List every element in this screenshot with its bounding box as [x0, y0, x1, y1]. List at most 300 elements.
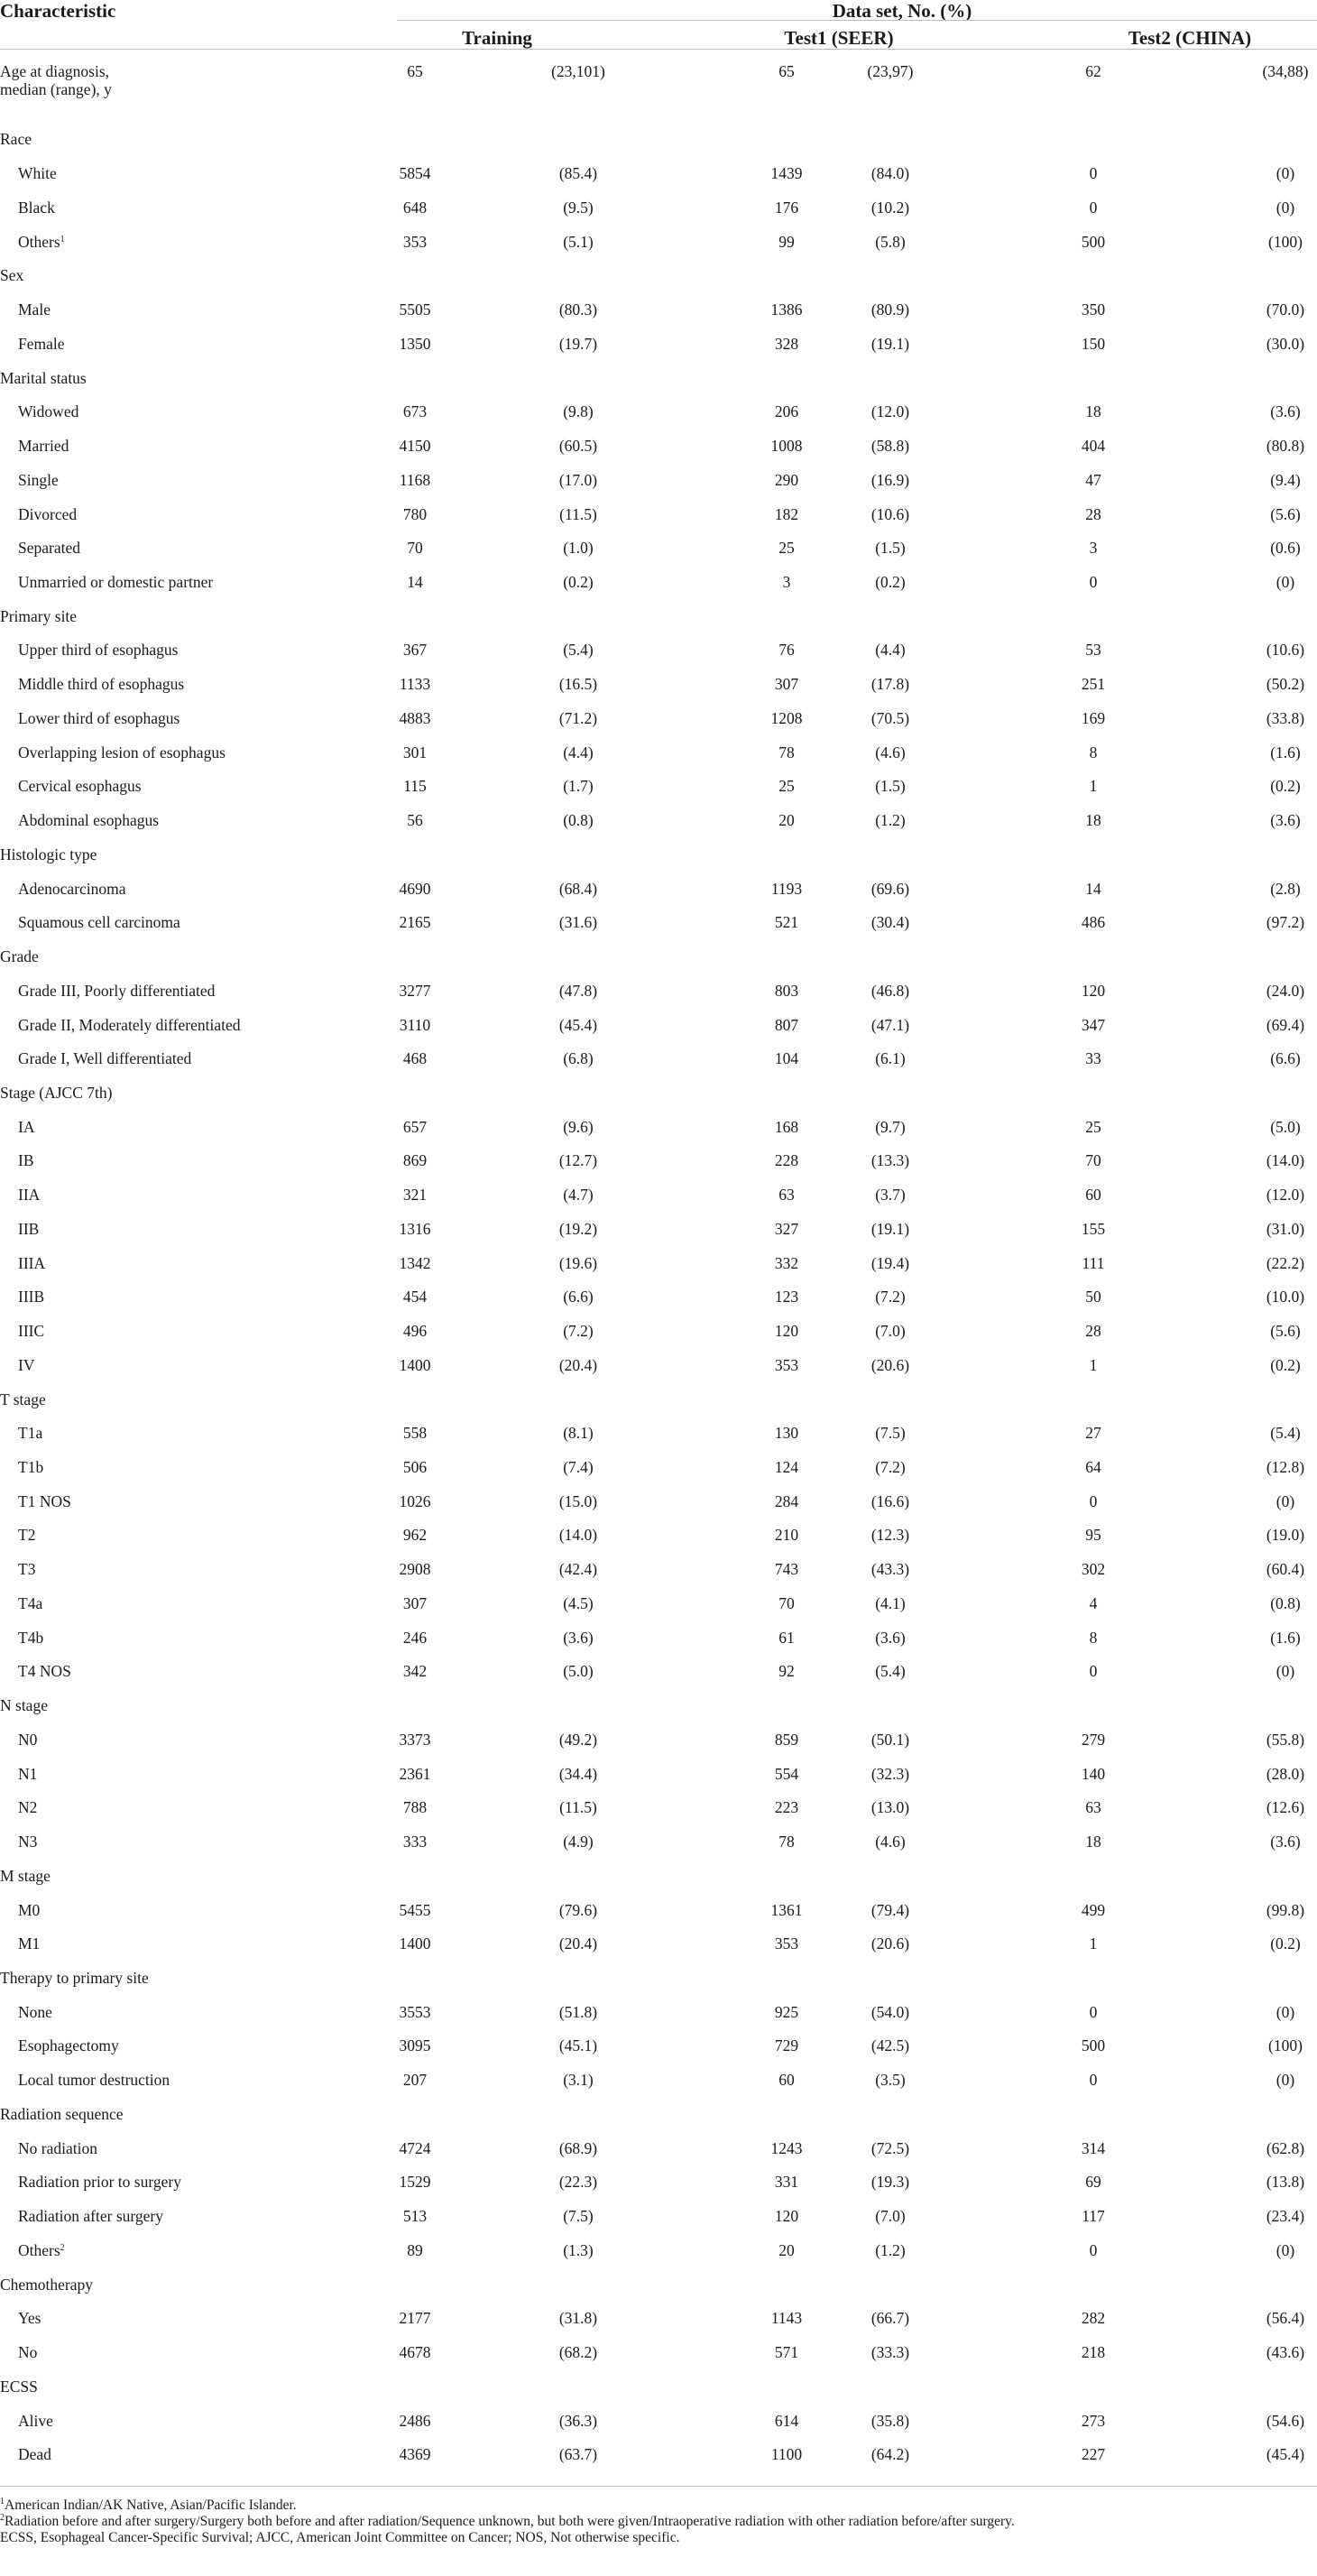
cell-count: 1 — [1089, 1934, 1098, 1953]
cell-count: 70 — [407, 539, 423, 557]
cell-percent: (1.5) — [875, 539, 906, 557]
cell-count: 251 — [1081, 675, 1106, 693]
header-group-test1: Test1 (SEER) — [784, 27, 894, 49]
cell-percent: (50.1) — [870, 1731, 910, 1749]
cell-percent: (19.3) — [870, 2173, 910, 2191]
cell-count: 4369 — [399, 2445, 431, 2463]
section-label — [0, 130, 32, 148]
row-label-text: None — [18, 2003, 52, 2021]
cell-count: 1008 — [770, 437, 803, 455]
cell-count: 14 — [407, 573, 423, 591]
cell-count: 18 — [1085, 1833, 1101, 1851]
row-label — [18, 709, 180, 727]
cell-count: 18 — [1085, 402, 1101, 420]
cell-count: 925 — [774, 2003, 799, 2021]
cell-count: 301 — [402, 743, 428, 762]
row-label — [18, 777, 142, 795]
cell-percent: (7.0) — [875, 2207, 906, 2225]
cell-count: 859 — [774, 1731, 799, 1749]
cell-percent: (84.0) — [870, 164, 910, 182]
section-label — [0, 947, 39, 965]
cell-count: 350 — [1081, 300, 1106, 319]
cell-percent: (68.2) — [558, 2343, 598, 2361]
cell-count: 65 — [778, 62, 795, 80]
cell-percent: (23,101) — [551, 62, 605, 80]
cell-count: 50 — [1085, 1288, 1101, 1306]
section-row — [0, 1084, 1317, 1102]
row-label — [18, 539, 80, 557]
header-subrule — [397, 20, 1317, 21]
section-label — [0, 266, 23, 284]
cell-count: 1208 — [770, 709, 803, 727]
footnote-marker: 1 — [60, 235, 65, 245]
cell-percent: (11.5) — [559, 505, 597, 523]
cell-percent: (97.2) — [1266, 913, 1305, 931]
cell-count: 1143 — [770, 2309, 803, 2327]
cell-count: 4690 — [399, 880, 431, 898]
cell-percent: (1.7) — [563, 777, 594, 795]
cell-percent: (24.0) — [1266, 982, 1305, 1000]
cell-count: 743 — [774, 1560, 799, 1578]
footnote-number: 1 — [0, 2497, 5, 2507]
cell-percent: (5.4) — [1270, 1424, 1301, 1442]
cell-percent: (0) — [1276, 1662, 1295, 1680]
cell-percent: (8.1) — [563, 1424, 594, 1442]
cell-count: 4678 — [399, 2343, 431, 2361]
cell-percent: (68.4) — [558, 880, 598, 898]
table-row — [0, 880, 1317, 898]
row-label — [18, 1220, 39, 1238]
cell-count: 246 — [402, 1629, 428, 1647]
cell-count: 328 — [774, 335, 799, 353]
row-label-text: Overlapping lesion of esophagus — [18, 743, 226, 762]
footnote-marker: 2 — [60, 2243, 65, 2253]
cell-percent: (4.6) — [875, 1833, 906, 1851]
cell-count: 273 — [1081, 2412, 1106, 2430]
row-label — [18, 2309, 41, 2327]
cell-percent: (23,97) — [867, 62, 914, 80]
cell-count: 1361 — [770, 1901, 803, 1919]
cell-percent: (28.0) — [1266, 1765, 1305, 1783]
cell-percent: (42.5) — [870, 2036, 910, 2054]
cell-count: 2908 — [399, 1560, 431, 1578]
cell-percent: (1.5) — [875, 777, 906, 795]
cell-count: 3277 — [399, 982, 431, 1000]
row-label — [18, 1356, 34, 1374]
cell-count: 1400 — [399, 1934, 431, 1953]
row-label-text: Unmarried or domestic partner — [18, 573, 214, 591]
cell-count: 500 — [1081, 233, 1106, 251]
cell-count: 89 — [407, 2241, 423, 2259]
cell-percent: (23.4) — [1266, 2207, 1305, 2225]
cell-percent: (0) — [1276, 2241, 1295, 2259]
cell-count: 1386 — [770, 300, 803, 319]
header-bottom-rule — [0, 49, 1317, 50]
cell-percent: (1.6) — [1270, 743, 1301, 762]
row-label — [18, 1731, 37, 1749]
cell-percent: (5.6) — [1270, 1322, 1301, 1340]
cell-percent: (7.2) — [563, 1322, 594, 1340]
cell-percent: (0.2) — [563, 573, 594, 591]
footnote-text: ECSS, Esophageal Cancer-Specific Survival; AJCC, American Joint Committee on Cancer; NOS, Not otherwise specific. — [0, 2530, 680, 2545]
cell-count: 513 — [402, 2207, 428, 2225]
row-label — [18, 402, 78, 420]
row-label-text: Separated — [18, 539, 80, 557]
cell-count: 0 — [1089, 164, 1098, 182]
cell-percent: (47.1) — [870, 1016, 910, 1034]
cell-count: 120 — [774, 2207, 799, 2225]
cell-percent: (0.8) — [563, 811, 594, 829]
cell-count: 5455 — [399, 1901, 431, 1919]
table-row — [0, 1833, 1317, 1851]
cell-count: 64 — [1085, 1458, 1101, 1476]
header-group-test2: Test2 (CHINA) — [1128, 27, 1252, 49]
row-label — [18, 2071, 170, 2089]
cell-count: 558 — [402, 1424, 428, 1442]
table-row — [0, 1322, 1317, 1340]
cell-percent: (12.7) — [558, 1151, 598, 1169]
cell-percent: (7.2) — [875, 1458, 906, 1476]
cell-percent: (4.5) — [563, 1594, 594, 1612]
row-label-text: Married — [18, 437, 69, 455]
cell-percent: (70.5) — [870, 709, 910, 727]
cell-percent: (5.8) — [875, 233, 906, 251]
cell-count: 302 — [1081, 1560, 1106, 1578]
cell-percent: (10.6) — [870, 505, 910, 523]
row-label-text: IV — [18, 1356, 35, 1374]
cell-count: 150 — [1081, 335, 1106, 353]
cell-count: 500 — [1081, 2036, 1106, 2054]
cell-percent: (31.6) — [558, 913, 598, 931]
cell-percent: (19.0) — [1266, 1526, 1305, 1544]
row-label-text: Yes — [18, 2309, 41, 2327]
cell-count: 499 — [1081, 1901, 1106, 1919]
row-label — [18, 2173, 181, 2191]
cell-percent: (30.0) — [1266, 335, 1305, 353]
cell-percent: (56.4) — [1266, 2309, 1305, 2327]
cell-count: 3095 — [399, 2036, 431, 2054]
cell-percent: (19.1) — [870, 335, 910, 353]
cell-percent: (9.6) — [563, 1118, 594, 1136]
header-dataset: Data set, No. (%) — [832, 0, 972, 22]
table-row — [0, 300, 1317, 319]
row-label — [18, 233, 65, 251]
cell-count: 962 — [402, 1526, 428, 1544]
cell-count: 70 — [1085, 1151, 1101, 1169]
cell-count: 554 — [774, 1765, 799, 1783]
cell-count: 4 — [1089, 1594, 1098, 1612]
cell-count: 1350 — [399, 335, 431, 353]
cell-count: 62 — [1085, 62, 1101, 80]
cell-count: 496 — [402, 1322, 428, 1340]
cell-percent: (12.0) — [870, 402, 910, 420]
section-row — [0, 130, 1317, 148]
row-label-text: Widowed — [18, 402, 79, 420]
cell-percent: (9.5) — [563, 199, 594, 217]
cell-percent: (0) — [1276, 2003, 1295, 2021]
cell-percent: (10.6) — [1266, 641, 1305, 659]
cell-count: 290 — [774, 471, 799, 489]
table-row — [0, 2445, 1317, 2463]
cell-percent: (20.4) — [558, 1356, 598, 1374]
row-label — [18, 1016, 241, 1034]
cell-percent: (4.4) — [563, 743, 594, 762]
cell-count: 120 — [1081, 982, 1106, 1000]
cell-count: 115 — [403, 777, 427, 795]
cell-percent: (4.1) — [875, 1594, 906, 1612]
cell-percent: (54.6) — [1266, 2412, 1305, 2430]
cell-count: 63 — [778, 1186, 795, 1204]
row-label-text: Primary site — [0, 607, 78, 625]
cell-percent: (80.3) — [558, 300, 598, 319]
cell-percent: (22.3) — [558, 2173, 598, 2191]
table-row — [0, 2241, 1317, 2259]
cell-count: 807 — [774, 1016, 799, 1034]
row-label-text: Dead — [18, 2445, 51, 2463]
cell-count: 78 — [778, 1833, 795, 1851]
cell-count: 327 — [774, 1220, 799, 1238]
row-label-text: Grade II, Moderately differentiated — [18, 1016, 241, 1034]
cell-percent: (9.7) — [875, 1118, 906, 1136]
section-row — [0, 607, 1317, 625]
section-row — [0, 1696, 1317, 1714]
cell-count: 282 — [1081, 2309, 1106, 2327]
row-label-text: Black — [18, 199, 55, 217]
row-label-text: T4b — [18, 1629, 44, 1647]
cell-percent: (60.5) — [558, 437, 598, 455]
cell-percent: (10.2) — [870, 199, 910, 217]
cell-count: 1133 — [399, 675, 431, 693]
cell-count: 5854 — [399, 164, 431, 182]
cell-count: 20 — [778, 811, 795, 829]
cell-percent: (0) — [1276, 1492, 1295, 1510]
cell-count: 521 — [774, 913, 799, 931]
cell-count: 33 — [1085, 1049, 1101, 1067]
row-label-text: Esophagectomy — [18, 2036, 119, 2054]
row-label-text: Others — [18, 233, 60, 251]
cell-percent: (7.5) — [563, 2207, 594, 2225]
cell-count: 3553 — [399, 2003, 431, 2021]
cell-count: 331 — [774, 2173, 799, 2191]
cell-percent: (45.4) — [558, 1016, 598, 1034]
cell-count: 353 — [774, 1356, 799, 1374]
row-label-text: IIA — [18, 1186, 41, 1204]
cell-percent: (19.4) — [870, 1254, 910, 1272]
row-label — [18, 1798, 37, 1816]
cell-percent: (0.8) — [1270, 1594, 1301, 1612]
table-row — [0, 1254, 1317, 1272]
cell-percent: (0.2) — [1270, 1934, 1301, 1953]
cell-count: 1529 — [399, 2173, 431, 2191]
cell-percent: (0.2) — [1270, 1356, 1301, 1374]
cell-percent: (14.0) — [1266, 1151, 1305, 1169]
cell-count: 342 — [402, 1662, 428, 1680]
cell-count: 56 — [407, 811, 423, 829]
cell-count: 95 — [1085, 1526, 1101, 1544]
cell-percent: (33.3) — [870, 2343, 910, 2361]
cell-count: 0 — [1089, 199, 1098, 217]
cell-percent: (32.3) — [870, 1765, 910, 1783]
cell-percent: (3.6) — [1270, 402, 1301, 420]
cell-percent: (4.6) — [875, 743, 906, 762]
row-label-text: IIIC — [18, 1322, 45, 1340]
table-row — [0, 2071, 1317, 2089]
cell-percent: (36.3) — [558, 2412, 598, 2430]
row-label — [18, 2139, 97, 2157]
section-label — [0, 1696, 48, 1714]
row-label — [18, 1560, 35, 1578]
table-row — [0, 505, 1317, 523]
cell-percent: (19.2) — [558, 1220, 598, 1238]
table-row — [0, 471, 1317, 489]
row-label-text: Adenocarcinoma — [18, 880, 126, 898]
cell-count: 729 — [774, 2036, 799, 2054]
cell-count: 117 — [1082, 2207, 1105, 2225]
row-label — [18, 1833, 37, 1851]
row-label — [18, 1526, 35, 1544]
cell-percent: (12.3) — [870, 1526, 910, 1544]
cell-count: 210 — [774, 1526, 799, 1544]
cell-count: 155 — [1081, 1220, 1106, 1238]
table-row — [0, 641, 1317, 659]
table-row — [0, 675, 1317, 693]
cell-percent: (7.4) — [563, 1458, 594, 1476]
table-row — [0, 233, 1317, 251]
row-label-text: Middle third of esophagus — [18, 675, 185, 693]
cell-count: 1193 — [770, 880, 803, 898]
cell-percent: (33.8) — [1266, 709, 1305, 727]
row-label-text: Alive — [18, 2412, 53, 2430]
section-row — [0, 1969, 1317, 1987]
cell-percent: (4.4) — [875, 641, 906, 659]
section-row — [0, 2276, 1317, 2294]
section-row — [0, 2377, 1317, 2396]
table-row — [0, 1186, 1317, 1204]
row-label — [18, 335, 65, 353]
cell-count: 168 — [774, 1118, 799, 1136]
cell-count: 20 — [778, 2241, 795, 2259]
cell-percent: (30.4) — [870, 913, 910, 931]
cell-percent: (7.5) — [875, 1424, 906, 1442]
table-row — [0, 1151, 1317, 1169]
table-row — [0, 2412, 1317, 2430]
row-label — [18, 1254, 45, 1272]
cell-percent: (79.6) — [558, 1901, 598, 1919]
cell-percent: (1.2) — [875, 811, 906, 829]
cell-percent: (42.4) — [558, 1560, 598, 1578]
section-row — [0, 1867, 1317, 1885]
row-label-text: T4 NOS — [18, 1662, 71, 1680]
cell-count: 104 — [774, 1049, 799, 1067]
row-label-text: M1 — [18, 1934, 41, 1953]
table-row — [0, 164, 1317, 182]
row-label-text: No radiation — [18, 2139, 97, 2157]
table-row — [0, 1526, 1317, 1544]
cell-count: 648 — [402, 199, 428, 217]
row-label — [18, 1049, 191, 1067]
cell-percent: (3.6) — [563, 1629, 594, 1647]
cell-percent: (5.4) — [875, 1662, 906, 1680]
row-label-text: Histologic type — [0, 845, 97, 863]
cell-count: 4150 — [399, 437, 431, 455]
table-row — [0, 811, 1317, 829]
cell-percent: (100) — [1268, 233, 1303, 251]
row-label — [18, 982, 215, 1000]
row-label — [18, 1288, 44, 1306]
footnote-text: American Indian/AK Native, Asian/Pacific Islander. — [5, 2498, 297, 2513]
table-row — [0, 2036, 1317, 2054]
cell-percent: (14.0) — [558, 1526, 598, 1544]
row-label-text: T1a — [18, 1424, 43, 1442]
cell-count: 3 — [782, 573, 791, 591]
cell-count: 228 — [774, 1151, 799, 1169]
cell-percent: (34.4) — [558, 1765, 598, 1783]
row-label-text: Grade — [0, 947, 39, 965]
cell-percent: (17.8) — [870, 675, 910, 693]
cell-count: 0 — [1089, 2071, 1098, 2089]
table-row — [0, 913, 1317, 931]
cell-count: 1243 — [770, 2139, 803, 2157]
cell-percent: (9.8) — [563, 402, 594, 420]
cell-count: 78 — [778, 743, 795, 762]
cell-percent: (2.8) — [1270, 880, 1301, 898]
row-label-text: Radiation sequence — [0, 2105, 124, 2123]
cell-percent: (6.6) — [1270, 1049, 1301, 1067]
row-label-text: Upper third of esophagus — [18, 641, 179, 659]
row-label — [18, 811, 159, 829]
row-label — [18, 675, 184, 693]
table-row — [0, 1731, 1317, 1749]
row-label-text: IIIA — [18, 1254, 46, 1272]
footnote-number: 2 — [0, 2513, 5, 2523]
row-label-text: Local tumor destruction — [18, 2071, 170, 2089]
cell-percent: (99.8) — [1266, 1901, 1305, 1919]
cell-percent: (3.5) — [875, 2071, 906, 2089]
row-label-text: T1b — [18, 1458, 44, 1476]
cell-percent: (19.6) — [558, 1254, 598, 1272]
table-row — [0, 437, 1317, 455]
cell-percent: (72.5) — [870, 2139, 910, 2157]
cell-percent: (63.7) — [558, 2445, 598, 2463]
row-label — [18, 164, 57, 182]
cell-count: 0 — [1089, 1662, 1098, 1680]
row-label-text: T1 NOS — [18, 1492, 71, 1510]
cell-count: 99 — [778, 233, 795, 251]
cell-percent: (16.9) — [870, 471, 910, 489]
row-label-text: Divorced — [18, 505, 78, 523]
cell-count: 614 — [774, 2412, 799, 2430]
cell-percent: (7.2) — [875, 1288, 906, 1306]
table-row — [0, 62, 1317, 98]
header-group-training: Training — [462, 27, 532, 49]
cell-count: 1 — [1089, 1356, 1098, 1374]
cell-count: 18 — [1085, 811, 1101, 829]
cell-count: 0 — [1089, 1492, 1098, 1510]
row-label-text: Grade III, Poorly differentiated — [18, 982, 216, 1000]
row-label-text: IIB — [18, 1220, 40, 1238]
row-label — [18, 300, 51, 319]
section-row — [0, 266, 1317, 284]
cell-count: 2165 — [399, 913, 431, 931]
cell-count: 60 — [778, 2071, 795, 2089]
row-label-text: N1 — [18, 1765, 38, 1783]
section-row — [0, 845, 1317, 863]
row-label — [18, 1424, 42, 1442]
cell-count: 284 — [774, 1492, 799, 1510]
table-row — [0, 2139, 1317, 2157]
row-label — [18, 1458, 43, 1476]
cell-count: 53 — [1085, 641, 1101, 659]
